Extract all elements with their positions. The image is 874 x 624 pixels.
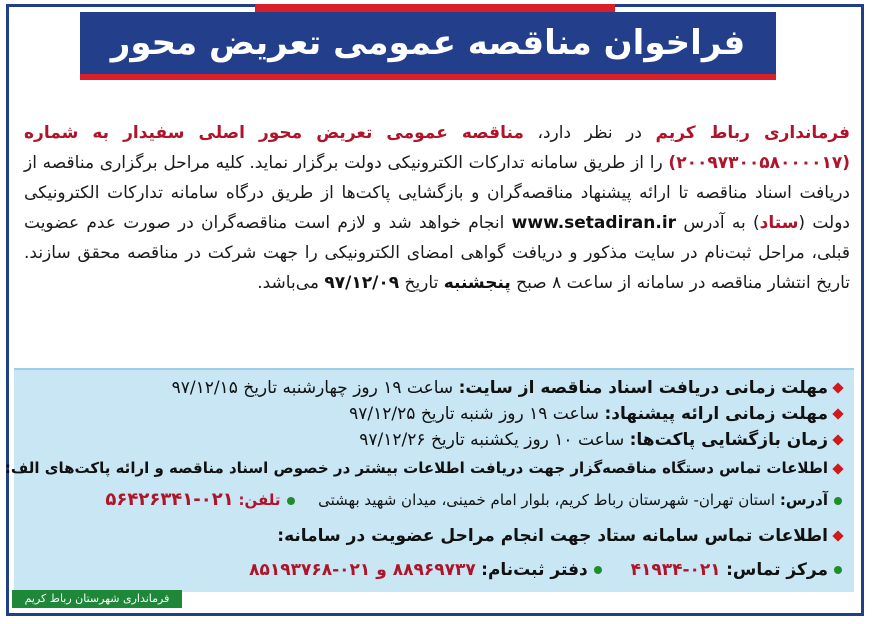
circle-bullet-icon <box>834 497 842 505</box>
publish-date: ۹۷/۱۲/۰۹ <box>324 273 400 293</box>
address-row <box>22 486 842 514</box>
deadline-offer-label: مهلت زمانی ارائه پیشنهاد: <box>604 404 828 424</box>
contact-setad-heading-row <box>22 522 842 550</box>
opening-label: زمان بازگشایی پاکت‌ها: <box>629 430 828 450</box>
address-label: آدرس: <box>779 491 828 509</box>
body-text-part: انجام خواهد شد و لازم است مناقصه‌گران در صورت عدم عضویت قبلی، مراحل ثبت‌نام در سایت مذکور و دریافت گواهی امضای الکترونیکی را جهت شرکت در مناقصه محقق سازند. تاریخ انتشار مناقصه در سامانه از ساعت ۸ صبح <box>24 213 850 293</box>
deadline-docs-value: ساعت ۱۹ روز چهارشنبه تاریخ ۹۷/۱۲/۱۵ <box>171 378 459 398</box>
circle-bullet-icon <box>594 566 602 574</box>
body-text-part: تاریخ <box>399 273 444 293</box>
circle-bullet-icon <box>834 566 842 574</box>
circle-bullet-icon <box>287 497 295 505</box>
opening-row <box>22 426 842 454</box>
info-box <box>4 368 854 592</box>
body-text-part: ) به آدرس <box>676 213 760 233</box>
publish-day: پنجشنبه <box>443 273 511 293</box>
diamond-bullet-icon <box>832 530 843 541</box>
phone-label: تلفن: <box>238 491 281 509</box>
contact-org-heading: اطلاعات تماس دستگاه مناقصه‌گزار جهت دریافت اطلاعات بیشتر در خصوص اسناد مناقصه و ارائه پاکت‌های الف: <box>4 459 828 477</box>
diamond-bullet-icon <box>832 463 843 474</box>
office-value: ۸۸۹۶۹۷۳۷ و ۰۲۱-۸۵۱۹۳۷۶۸ <box>249 560 476 580</box>
address-value: استان تهران- شهرستان رباط کریم، بلوار امام خمینی، میدان شهید بهشتی <box>318 491 780 509</box>
deadline-docs-label: مهلت زمانی دریافت اسناد مناقصه از سایت: <box>458 378 828 398</box>
deadline-offer-value: ساعت ۱۹ روز شنبه تاریخ ۹۷/۱۲/۲۵ <box>349 404 605 424</box>
title-top-accent <box>255 4 615 12</box>
setad-url-link[interactable]: www.setadiran.ir <box>511 213 677 233</box>
footer-issuer-label: فرمانداری شهرستان رباط کریم <box>12 590 182 608</box>
diamond-bullet-icon <box>832 382 843 393</box>
body-text-part: را از طریق سامانه تدارکات الکترونیکی دولت برگزار نماید. کلیه مراحل برگزاری مناقصه از دریافت اسناد مناقصه تا ارائه پیشنهاد مناقصه‌گران و بازگشایی پاکت‌ها از طریق درگاه سامانه تدارکات الکترونیکی دولت ( <box>24 153 850 233</box>
tender-title-inline: مناقصه عمومی تعریض محور اصلی سفیدار به شماره (۲۰۰۹۷۳۰۰۵۸۰۰۰۰۱۷) <box>24 123 850 173</box>
setad-phones-row <box>22 556 842 584</box>
office-label: دفتر ثبت‌نام: <box>481 560 588 580</box>
deadline-offer-row <box>22 400 842 428</box>
body-text-part: در نظر دارد، <box>523 123 656 143</box>
center-value: ۰۲۱-۴۱۹۳۴ <box>630 560 721 580</box>
diamond-bullet-icon <box>832 408 843 419</box>
setad-name: ستاد <box>759 213 799 233</box>
deadline-docs-row <box>22 374 842 402</box>
contact-setad-heading: اطلاعات تماس سامانه ستاد جهت انجام مراحل عضویت در سامانه: <box>277 526 828 546</box>
diamond-bullet-icon <box>832 434 843 445</box>
title-bottom-accent <box>80 74 776 80</box>
center-label: مرکز تماس: <box>726 560 828 580</box>
opening-value: ساعت ۱۰ روز یکشنبه تاریخ ۹۷/۱۲/۲۶ <box>359 430 630 450</box>
page-title: فراخوان مناقصه عمومی تعریض محور اصلی سفیدار <box>80 12 776 74</box>
body-text-part: می‌باشد. <box>257 273 325 293</box>
phone-value: ۰۲۱-۵۶۴۲۶۳۴۱ <box>105 489 234 510</box>
issuer-name: فرمانداری رباط کریم <box>655 123 851 143</box>
contact-org-heading-row <box>4 454 842 482</box>
notice-body <box>24 118 850 370</box>
